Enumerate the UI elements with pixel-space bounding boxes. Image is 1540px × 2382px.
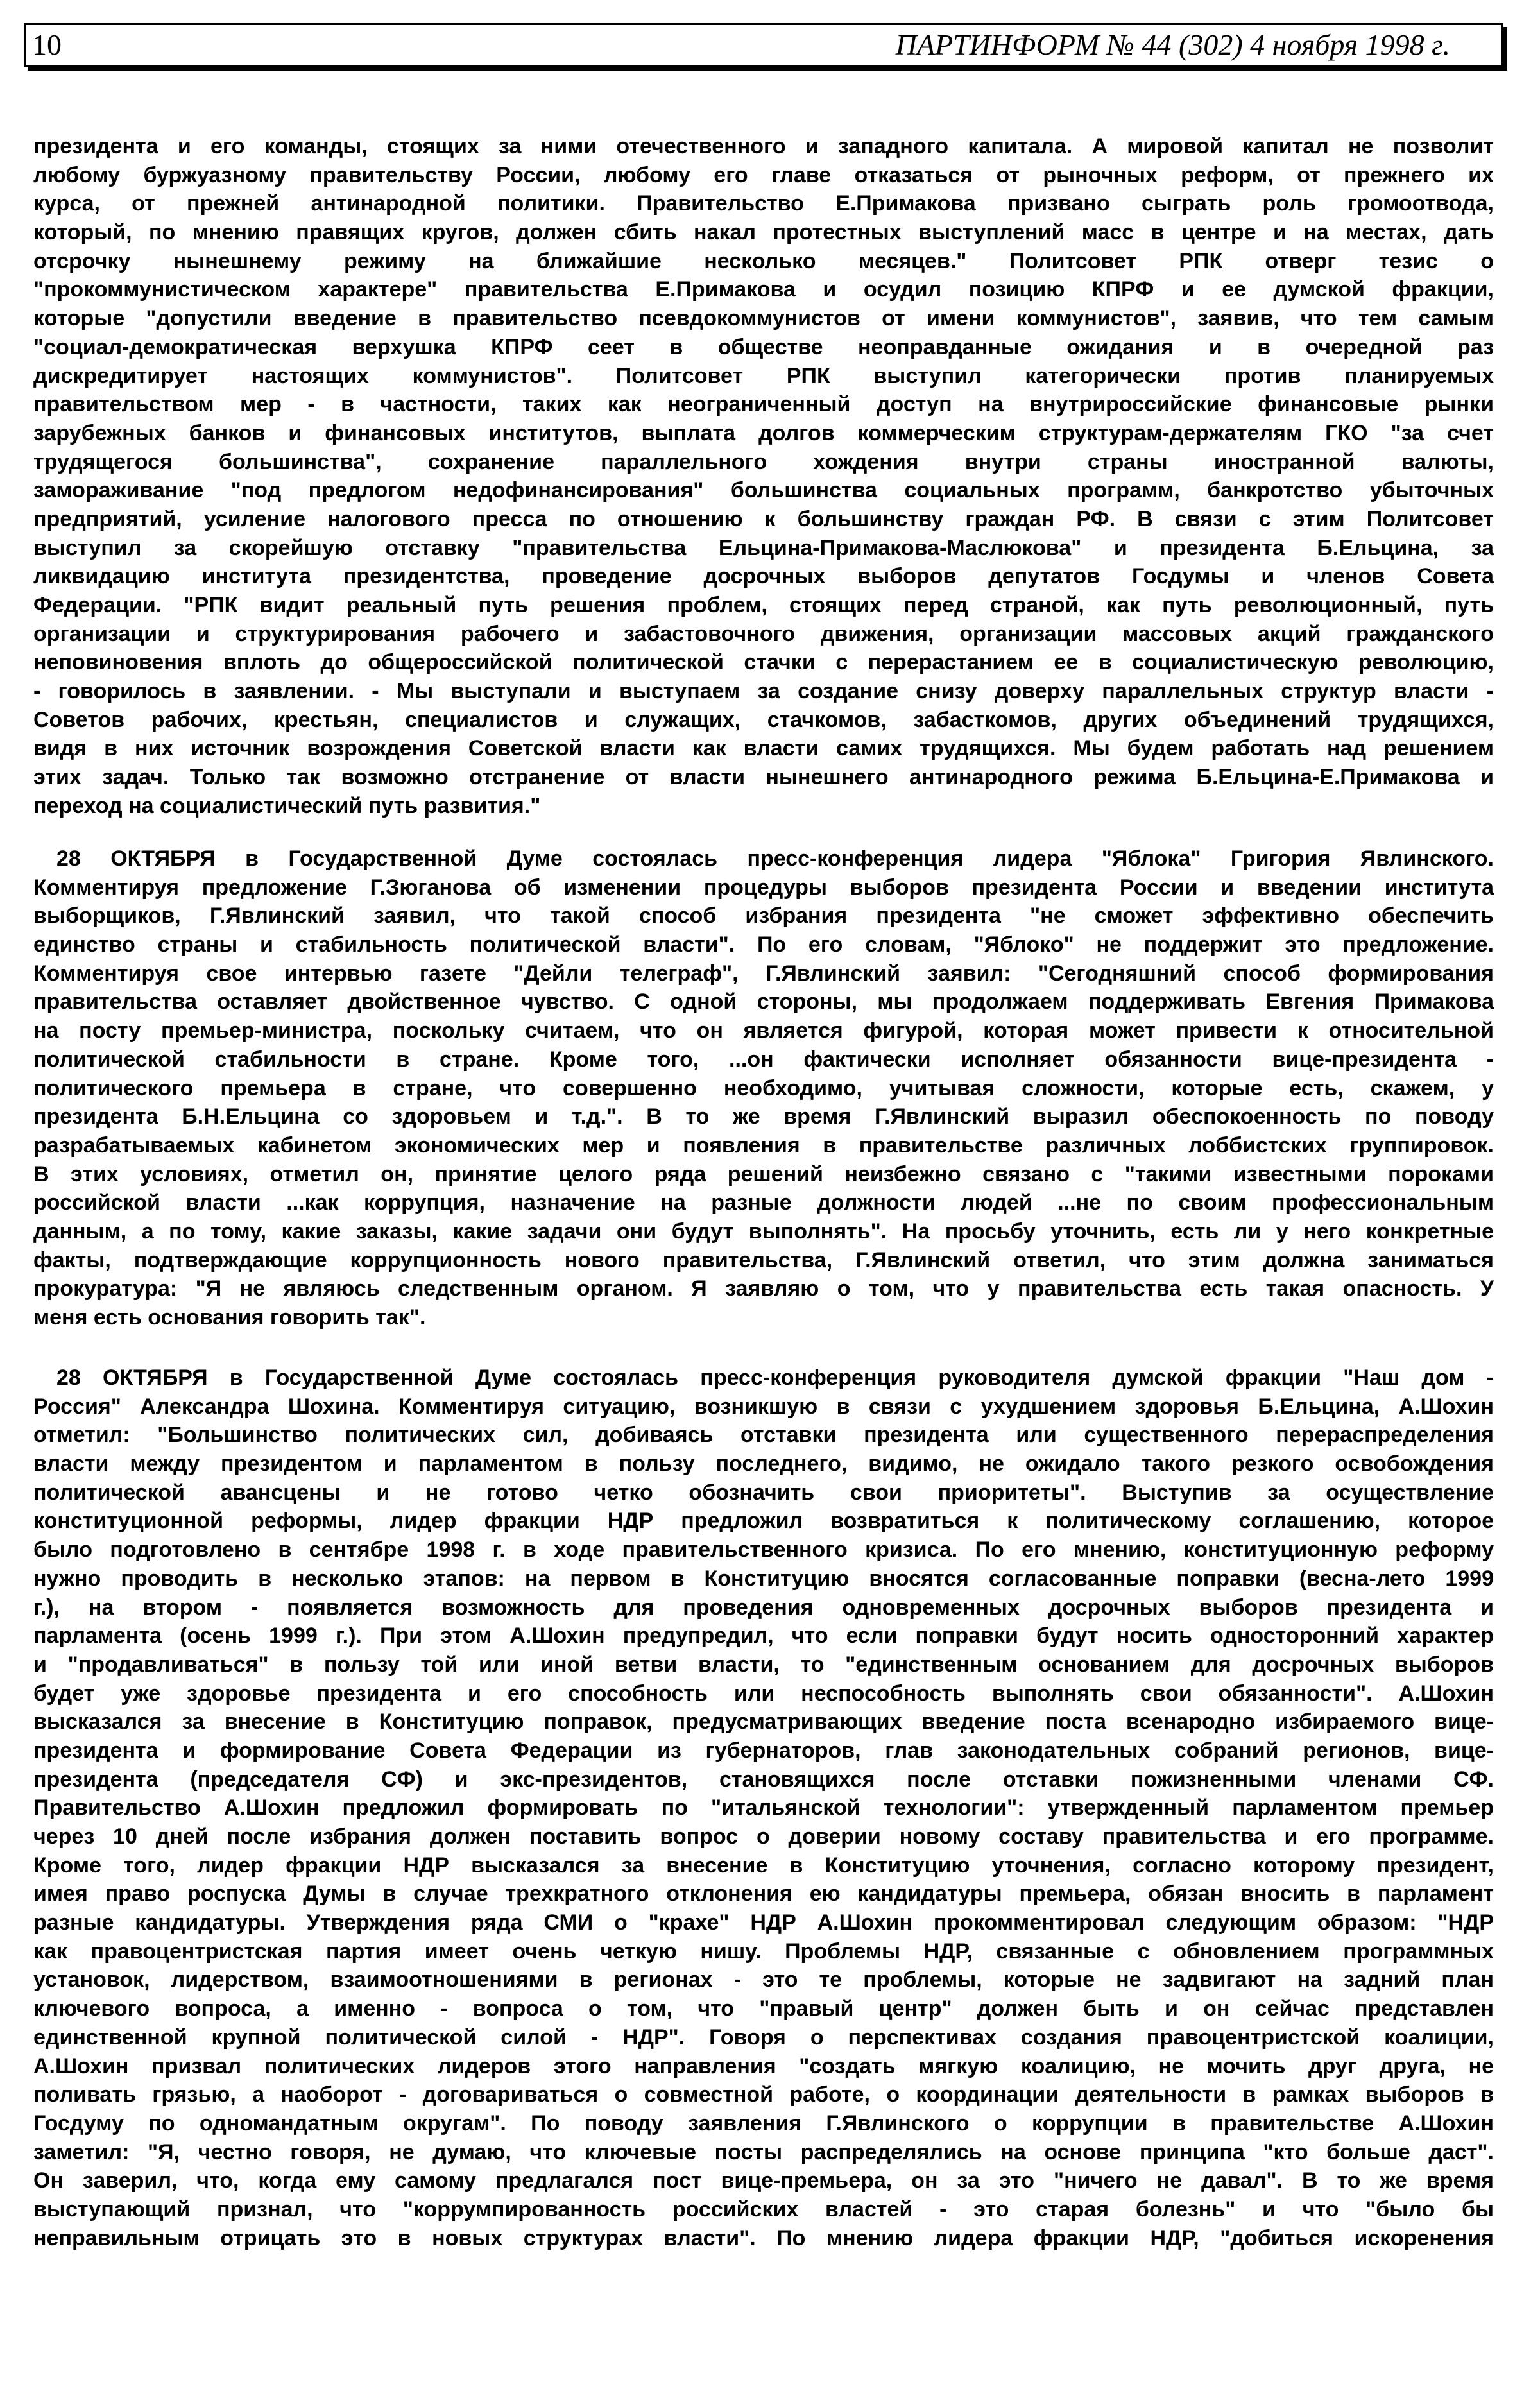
text-line: Советов рабочих, крестьян, специалистов и служащих, стачкомов, забасткомов, других объединений трудящихся, bbox=[33, 707, 1494, 732]
text-line: заметил: "Я, честно говоря, не думаю, что ключевые посты распределялись на основе принципа "кто больше даст". bbox=[33, 2139, 1494, 2164]
page-header bbox=[24, 23, 1503, 67]
text-line: любому буржуазному правительству России, любому его главе отказаться от рыночных реформ, от прежнего их bbox=[33, 162, 1494, 187]
text-line: зарубежных банков и финансовых институтов, выплата долгов коммерческим структурам-держателям ГКО "за счет bbox=[33, 420, 1494, 445]
text-line: через 10 дней после избрания должен поставить вопрос о доверии новому составу правительства и его программе. bbox=[33, 1824, 1494, 1849]
text-line: установок, лидерством, взаимоотношениями в регионах - это те проблемы, которые не задвигают на задний план bbox=[33, 1967, 1494, 1992]
text-line: "прокоммунистическом характере" правительства Е.Примакова и осудил позицию КПРФ и ее думской фракции, bbox=[33, 277, 1494, 302]
text-line: факты, подтверждающие коррупционность нового правительства, Г.Явлинский ответил, что этим должна заниматься bbox=[33, 1247, 1494, 1272]
text-line: ключевого вопроса, а именно - вопроса о том, что "правый центр" должен быть и он сейчас представлен bbox=[33, 1996, 1494, 2021]
text-line: дискредитирует настоящих коммунистов". Политсовет РПК выступил категорически против планируемых bbox=[33, 363, 1494, 388]
text-line: который, по мнению правящих кругов, должен сбить накал протестных выступлений масс в центре и на местах, дать bbox=[33, 220, 1494, 245]
text-line: - говорилось в заявлении. - Мы выступали и выступаем за создание снизу доверху параллельных структур власти - bbox=[33, 679, 1494, 704]
text-line: российской власти ...как коррупция, назначение на разные должности людей ...не по своим профессиональным bbox=[33, 1190, 1494, 1215]
text-line: правительства оставляет двойственное чувство. С одной стороны, мы продолжаем поддерживать Евгения Примакова bbox=[33, 990, 1494, 1015]
text-line: имея право роспуска Думы в случае трехкратного отклонения ею кандидатуры премьера, обязан вносить в парламент bbox=[33, 1881, 1494, 1906]
text-line: политического премьера в стране, что совершенно необходимо, учитывая сложности, которые есть, скажем, у bbox=[33, 1075, 1494, 1101]
text-line: президента Б.Н.Ельцина со здоровьем и т.д.". В то же время Г.Явлинский выразил обеспокоенность по поводу bbox=[33, 1104, 1494, 1129]
text-line: Федерации. "РПК видит реальный путь решения проблем, стоящих перед страной, как путь революционный, путь bbox=[33, 593, 1494, 617]
text-line: предприятий, усиление налогового пресса по отношению к большинству граждан РФ. В связи с этим Политсовет bbox=[33, 506, 1494, 531]
text-line: замораживание "под предлогом недофинансирования" большинства социальных программ, банкротство убыточных bbox=[33, 478, 1494, 503]
text-line: организации и структурирования рабочего и забастовочного движения, организации массовых акций гражданского bbox=[33, 621, 1494, 646]
text-line: переход на социалистический путь развития." bbox=[33, 793, 541, 818]
text-line: президента (председателя СФ) и экс-президентов, становящихся после отставки пожизненными членами СФ. bbox=[33, 1767, 1494, 1792]
text-line: как правоцентристская партия имеет очень четкую нишу. Проблемы НДР, связанные с обновлением программных bbox=[33, 1939, 1494, 1964]
text-line: Госдуму по одномандатным округам". По поводу заявления Г.Явлинского о коррупции в правительстве А.Шохин bbox=[33, 2111, 1494, 2136]
text-line: президента и его команды, стоящих за ними отечественного и западного капитала. А мировой капитал не позволит bbox=[33, 134, 1494, 159]
text-line: данным, а по тому, какие заказы, какие задачи они будут выполнять". На просьбу уточнить, есть ли у него конкретные bbox=[33, 1219, 1494, 1244]
text-line: этих задач. Только так возможно отстранение от власти нынешнего антинародного режима Б.Ельцина-Е.Примакова и bbox=[33, 765, 1494, 790]
text-line: единственной крупной политической силой - НДР". Говоря о перспективах создания правоцентристской коалиции, bbox=[33, 2025, 1494, 2050]
page-number: 10 bbox=[32, 28, 62, 61]
text-line: 28 ОКТЯБРЯ в Государственной Думе состоялась пресс-конференция лидера "Яблока" Григория Явлинского. bbox=[56, 846, 1494, 871]
text-line: 28 ОКТЯБРЯ в Государственной Думе состоялась пресс-конференция руководителя думской фракции "Наш дом - bbox=[56, 1366, 1494, 1390]
paragraph-yavlinsky-press-conference bbox=[33, 844, 1494, 1332]
text-line: "социал-демократическая верхушка КПРФ сеет в обществе неоправданные ожидания и в очередной раз bbox=[33, 334, 1494, 359]
text-line: Кроме того, лидер фракции НДР высказался за внесение в Конституцию уточнения, согласно которому президент, bbox=[33, 1853, 1494, 1878]
text-line: Он заверил, что, когда ему самому предлагался пост вице-премьера, он за это "ничего не давал". В то же время bbox=[33, 2168, 1494, 2193]
text-line: В этих условиях, отметил он, принятие целого ряда решений неизбежно связано с "такими известными пороками bbox=[33, 1161, 1494, 1187]
text-line: и "продавливаться" в пользу той или иной ветви власти, то "единственным основанием для досрочных выборов bbox=[33, 1652, 1494, 1677]
text-line: разные кандидатуры. Утверждения ряда СМИ о "крахе" НДР А.Шохин прокомментировал следующим образом: "НДР bbox=[33, 1910, 1494, 1935]
masthead: ПАРТИНФОРМ № 44 (302) 4 ноября 1998 г. bbox=[895, 28, 1450, 61]
text-line: политической авансцены и не готово четко обозначить свои приоритеты". Выступив за осуществление bbox=[33, 1480, 1494, 1505]
text-line: будет уже здоровье президента и его способность или неспособность выполнять свои обязанности". А.Шохин bbox=[33, 1681, 1494, 1706]
text-line: Комментируя свое интервью газете "Дейли телеграф", Г.Явлинский заявил: "Сегодняшний способ формирования bbox=[33, 961, 1494, 986]
paragraph-shokhin-press-conference bbox=[33, 1364, 1494, 2252]
text-line: президента и формирование Совета Федерации из губернаторов, глав законодательных собраний регионов, вице- bbox=[33, 1738, 1494, 1763]
text-line: которые "допустили введение в правительство псевдокоммунистов от имени коммунистов", заявив, что тем самым bbox=[33, 306, 1494, 331]
text-line: поливать грязью, а наоборот - договариваться о совместной работе, о координации деятельности в рамках выборов в bbox=[33, 2082, 1494, 2107]
text-line: трудящегося большинства", сохранение параллельного хождения внутри страны иностранной валюты, bbox=[33, 449, 1494, 474]
text-line: власти между президентом и парламентом в пользу последнего, видимо, не ожидало такого резкого освобождения bbox=[33, 1452, 1494, 1477]
text-line: ликвидацию института президентства, проведение досрочных выборов депутатов Госдумы и членов Совета bbox=[33, 564, 1494, 589]
text-line: разрабатываемых кабинетом экономических мер и появления в правительстве различных лоббистских группировок. bbox=[33, 1133, 1494, 1158]
text-line: политической стабильности в стране. Кроме того, ...он фактически исполняет обязанности вице-президента - bbox=[33, 1047, 1494, 1072]
text-line: отсрочку нынешнему режиму на ближайшие несколько месяцев." Политсовет РПК отверг тезис о bbox=[33, 248, 1494, 273]
text-line: г.), на втором - появляется возможность для проведения одновременных досрочных выборов президента и bbox=[33, 1595, 1494, 1620]
text-line: выступил за скорейшую отставку "правительства Ельцина-Примакова-Маслюкова" и президента Б.Ельцина, за bbox=[33, 535, 1494, 560]
text-line: единство страны и стабильность политической власти". По его словам, "Яблоко" не поддержит это предложение. bbox=[33, 932, 1494, 957]
text-line: высказался за внесение в Конституцию поправок, предусматривающих введение поста всенародно избираемого вице- bbox=[33, 1709, 1494, 1735]
text-line: парламента (осень 1999 г.). При этом А.Шохин предупредил, что если поправки будут носить односторонний характер bbox=[33, 1624, 1494, 1649]
text-line: неповиновения вплоть до общероссийской политической стачки с перерастанием ее в социалистическую революцию, bbox=[33, 650, 1494, 675]
text-line: конституционной реформы, лидер фракции НДР предложил возвратиться к политическому соглашению, которое bbox=[33, 1509, 1494, 1534]
text-line: А.Шохин призвал политических лидеров этого направления "создать мягкую коалицию, не мочить друг друга, не bbox=[33, 2053, 1494, 2078]
text-line: было подготовлено в сентябре 1998 г. в ходе правительственного кризиса. По его мнению, конституционную реформу bbox=[33, 1538, 1494, 1563]
text-line: выборщиков, Г.Явлинский заявил, что такой способ избрания президента "не сможет эффективно обеспечить bbox=[33, 904, 1494, 929]
text-line: меня есть основания говорить так". bbox=[33, 1305, 426, 1330]
text-line: неправильным отрицать это в новых структурах власти". По мнению лидера фракции НДР, "добиться искоренения bbox=[33, 2225, 1494, 2250]
text-line: курса, от прежней антинародной политики. Правительство Е.Примакова призвано сыграть роль громоотвода, bbox=[33, 191, 1494, 216]
text-line: на посту премьер-министра, поскольку считаем, что он является фигурой, которая может привести к относительной bbox=[33, 1018, 1494, 1043]
text-line: Правительство А.Шохин предложил формировать по "итальянской технологии": утвержденный парламентом премьер bbox=[33, 1795, 1494, 1821]
text-line: Комментируя предложение Г.Зюганова об изменении процедуры выборов президента России и введении института bbox=[33, 875, 1494, 900]
text-line: видя в них источник возрождения Советской власти как власти самих трудящихся. Мы будем работать над решением bbox=[33, 736, 1494, 761]
text-line: выступающий признал, что "коррумпированность российских властей - это старая болезнь" и что "было бы bbox=[33, 2197, 1494, 2222]
text-line: правительством мер - в частности, таких как неограниченный доступ на внутрироссийские финансовые рынки bbox=[33, 392, 1494, 417]
text-line: Россия" Александра Шохина. Комментируя ситуацию, возникшую в связи с ухудшением здоровья Б.Ельцина, А.Шохин bbox=[33, 1394, 1494, 1419]
text-line: отметил: "Большинство политических сил, добиваясь отставки президента или существенного перераспределения bbox=[33, 1423, 1494, 1448]
paragraph-rpk-statement bbox=[33, 132, 1494, 821]
text-line: нужно проводить в несколько этапов: на первом в Конституцию вносятся согласованные поправки (весна-лето 1999 bbox=[33, 1566, 1494, 1591]
text-line: прокуратура: "Я не являюсь следственным органом. Я заявляю о том, что у правительства есть такая опасность. У bbox=[33, 1276, 1494, 1301]
